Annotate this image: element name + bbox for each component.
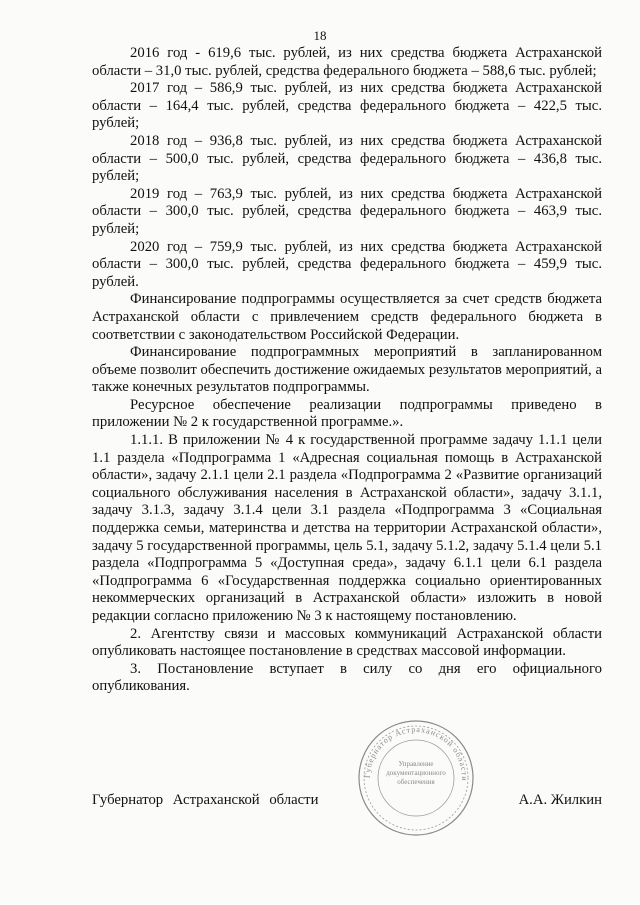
paragraph-2017: 2017 год – 586,9 тыс. рублей, из них средства бюджета Астраханской области – 164,4 тыс. рублей, средства федерального бюджета – 422,5 тыс. рублей; <box>92 80 602 132</box>
paragraph-1-1-1: 1.1.1. В приложении № 4 к государственной программе задачу 1.1.1 цели 1.1 раздела «Подпрограмма 1 «Адресная социальная помощь в Астраханской области», задачу 2.1.1 цели 2.1 раздела «Подпрограмма 2 «Развитие организаций социального обслуживания населения в Астраханской области», задачу 3.1.1, задачу 3.1.3, задачу 3.1.4 цели 3.1 раздела «Подпрограмма 3 «Социальная поддержка семьи, материнства и детства на территории Астраханской области», задачу 5 государственной программы, цель 5.1, задачу 5.1.2, задачу 5.1.4 цели 5.1 раздела «Подпрограмма 5 «Доступная среда», задачу 6.1.1 цели 6.1 раздела «Подпрограмма 6 «Государственная поддержка социально ориентированных некоммерческих организаций в Астраханской области» изложить в новой редакции согласно приложению № 3 к настоящему постановлению. <box>92 432 602 624</box>
paragraph-financing: Финансирование подпрограммы осуществляется за счет средств бюджета Астраханской области с привлечением средств федерального бюджета в соответствии с законодательством Российской Федерации. <box>92 291 602 343</box>
document-body <box>92 45 602 696</box>
paragraph-2019: 2019 год – 763,9 тыс. рублей, из них средства бюджета Астраханской области – 300,0 тыс. рублей, средства федерального бюджета – 463,9 тыс. рублей; <box>92 185 602 237</box>
official-seal-stamp <box>356 718 476 838</box>
paragraph-3: 3. Постановление вступает в силу со дня его официального опубликования. <box>92 660 602 695</box>
stamp-center-text: Управление документационного обеспечения <box>386 760 446 786</box>
paragraph-2: 2. Агентству связи и массовых коммуникаций Астраханской области опубликовать настоящее постановление в средствах массовой информации. <box>92 625 602 660</box>
stamp-ring-text: Губернатор Астраханской области <box>362 724 470 782</box>
paragraph-resource-provision: Ресурсное обеспечение реализации подпрограммы приведено в приложении № 2 к государственной программе.». <box>92 396 602 431</box>
paragraph-2018: 2018 год – 936,8 тыс. рублей, из них средства бюджета Астраханской области – 500,0 тыс. рублей, средства федерального бюджета – 436,8 тыс. рублей; <box>92 132 602 185</box>
paragraph-2016: 2016 год - 619,6 тыс. рублей, из них средства бюджета Астраханской области – 31,0 тыс. рублей, средства федерального бюджета – 588,6 тыс. рублей; <box>92 45 602 79</box>
paragraph-planned-volume: Финансирование подпрограммных мероприятий в запланированном объеме позволит обеспечить достижение ожидаемых результатов мероприятий, а также конечных результатов подпрограммы. <box>92 344 602 396</box>
governor-name: А.А. Жилкин <box>518 792 602 808</box>
governor-title: Губернатор Астраханской области <box>92 792 319 808</box>
page-number: 18 <box>313 28 327 43</box>
paragraph-2020: 2020 год – 759,9 тыс. рублей, из них средства бюджета Астраханской области – 300,0 тыс. рублей, средства федерального бюджета – 459,9 тыс. рублей. <box>92 238 602 290</box>
